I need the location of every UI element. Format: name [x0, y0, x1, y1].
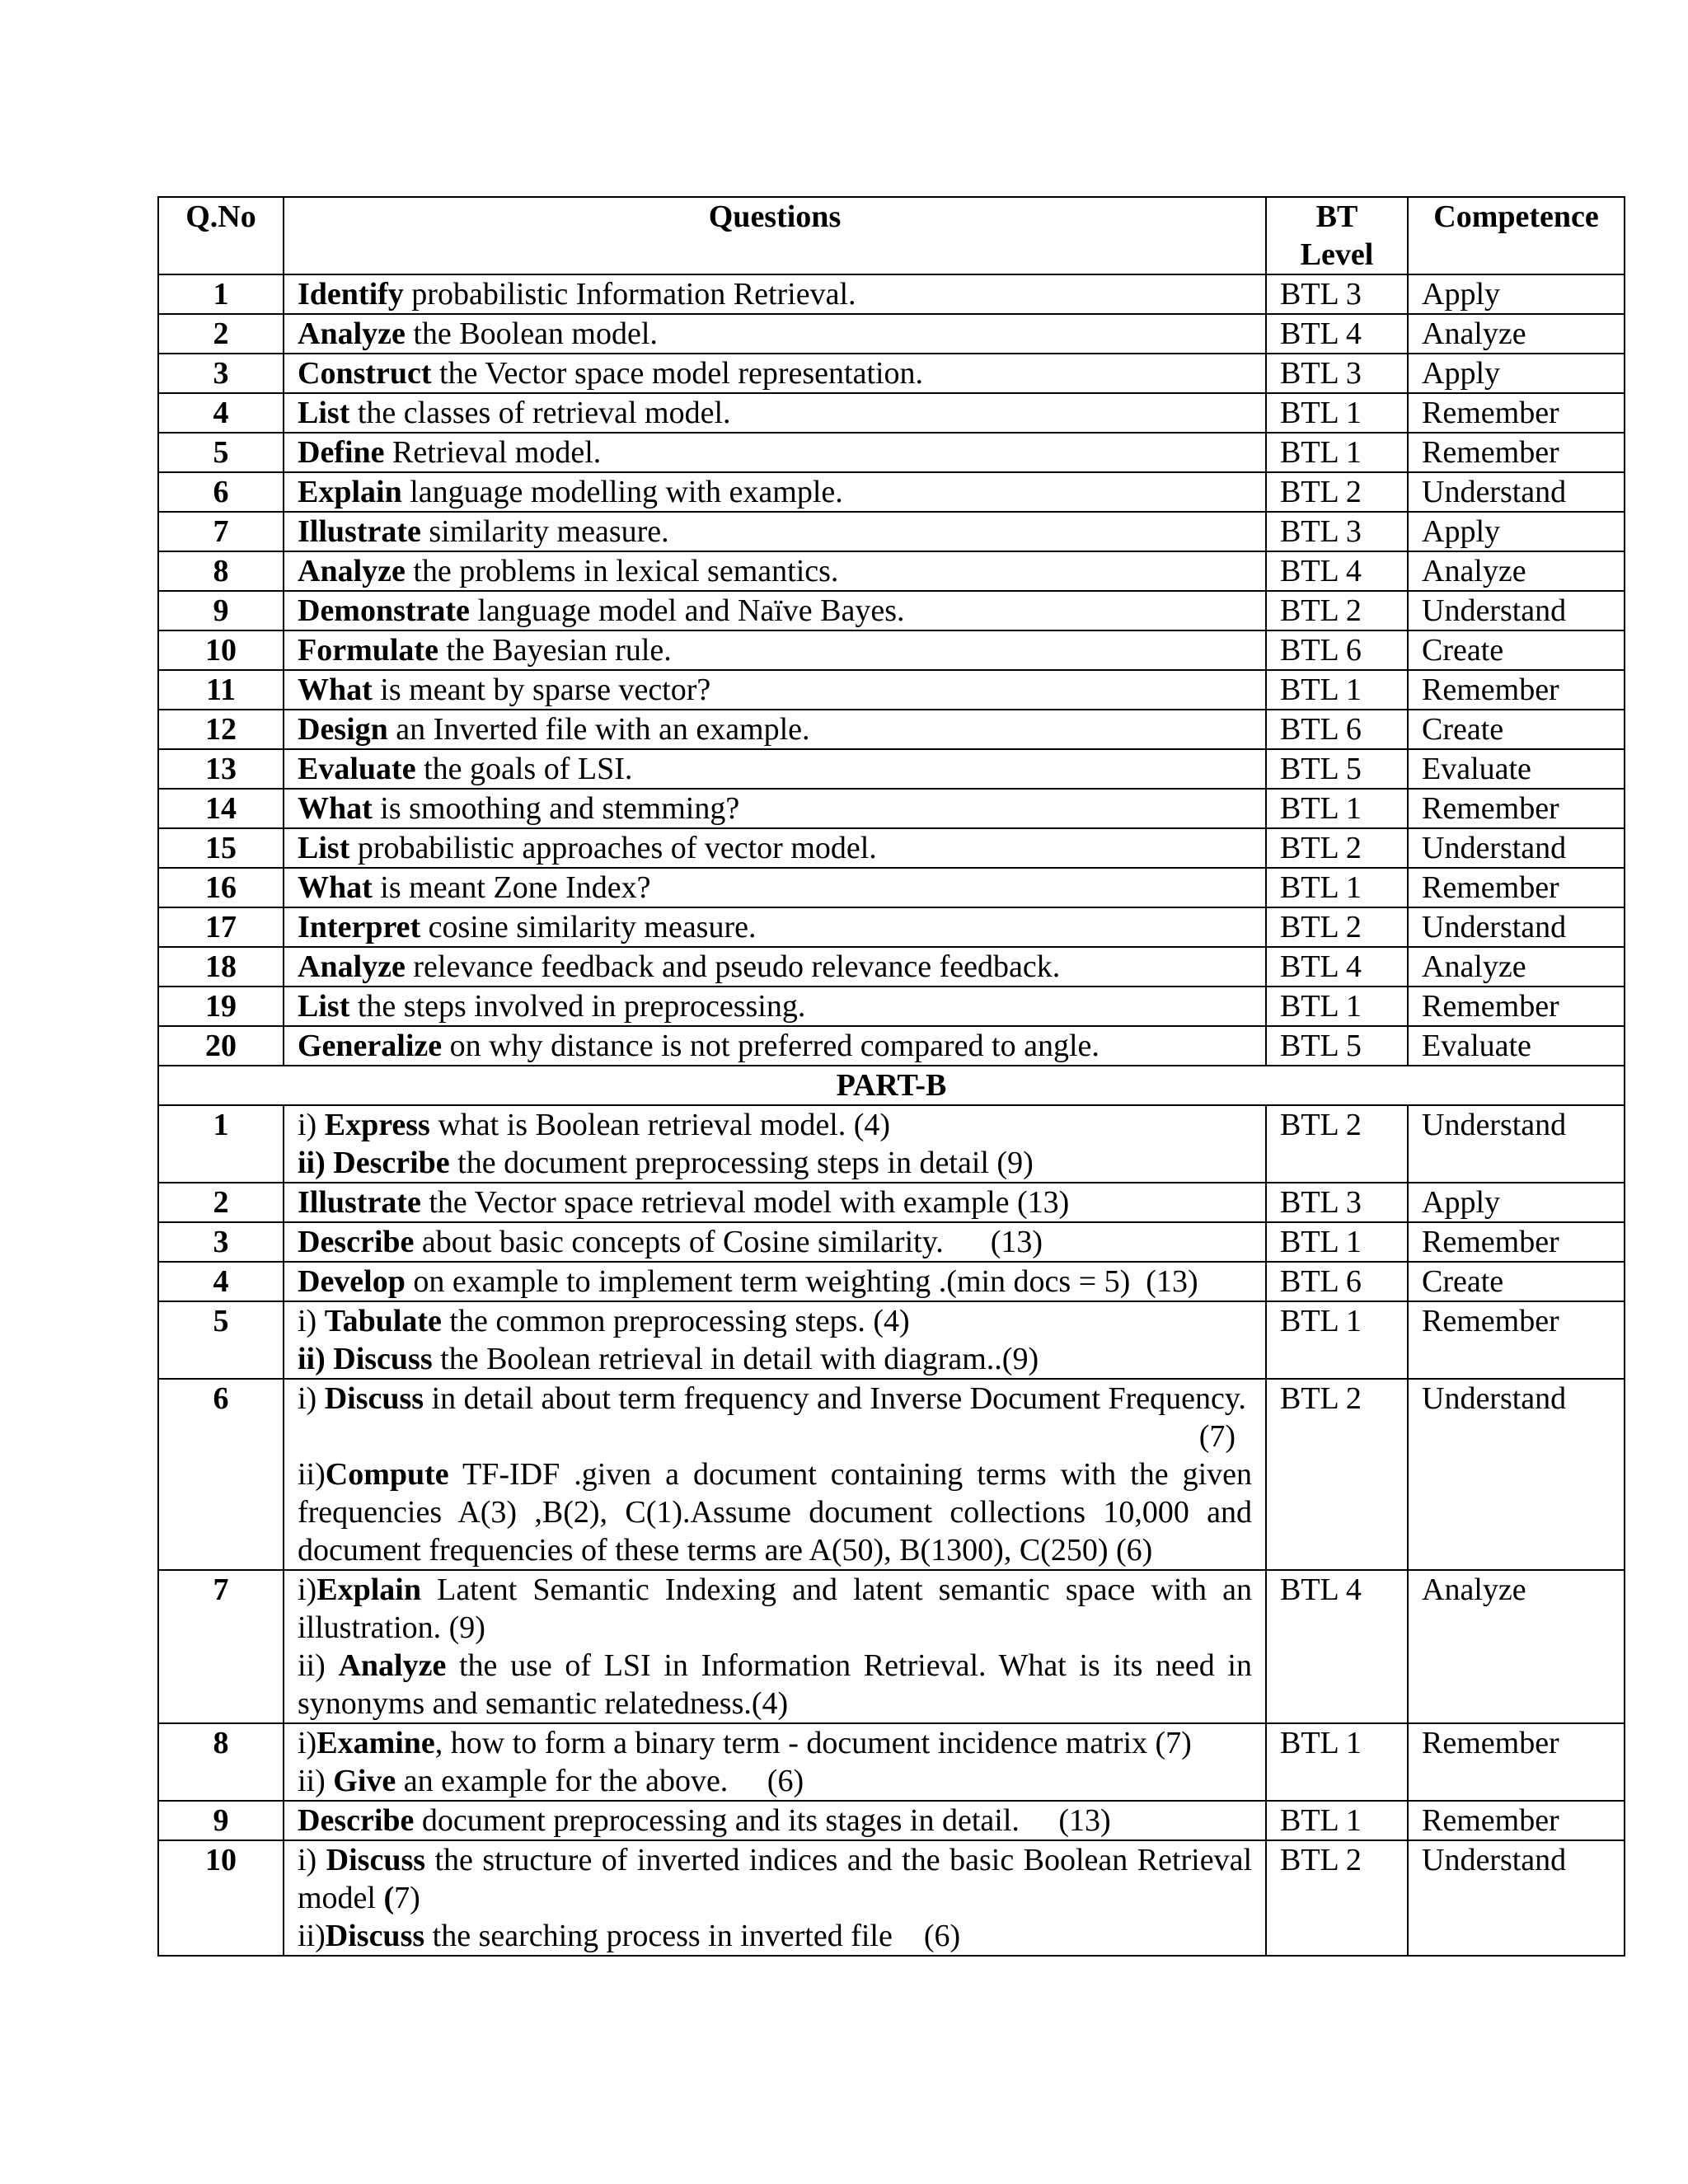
competence: Understand: [1408, 1840, 1625, 1956]
question-text: [284, 433, 1266, 472]
action-verb: Analyze: [298, 316, 406, 351]
question-text: [284, 354, 1266, 393]
question-body: the Vector space model representation.: [431, 356, 924, 391]
question-number: 4: [158, 393, 284, 433]
action-verb: Identify: [298, 277, 404, 312]
question-number: 18: [158, 947, 284, 987]
action-verb: Interpret: [298, 910, 421, 944]
question-number: 1: [158, 1105, 284, 1183]
competence: Remember: [1408, 393, 1625, 433]
competence: Analyze: [1408, 1570, 1625, 1723]
question-number: 17: [158, 907, 284, 947]
question-text: [284, 591, 1266, 630]
competence: Understand: [1408, 828, 1625, 868]
bt-level: BTL 2: [1266, 591, 1408, 630]
question-text: [284, 789, 1266, 828]
question-text: [284, 947, 1266, 987]
question-body: language modelling with example.: [401, 475, 843, 509]
bt-level: BTL 1: [1266, 868, 1408, 907]
bt-level: BTL 1: [1266, 789, 1408, 828]
question-bank-table: [157, 196, 1625, 1957]
competence: Create: [1408, 710, 1625, 749]
table-row: [158, 868, 1625, 907]
competence: Understand: [1408, 1379, 1625, 1570]
bt-level: BTL 6: [1266, 710, 1408, 749]
question-body: is meant by sparse vector?: [372, 673, 711, 707]
competence: Apply: [1408, 274, 1625, 314]
action-verb: Formulate: [298, 633, 438, 668]
competence: Understand: [1408, 472, 1625, 512]
action-verb: Illustrate: [298, 514, 421, 549]
table-row: [158, 987, 1625, 1026]
question-number: 19: [158, 987, 284, 1026]
bt-level: BTL 3: [1266, 1183, 1408, 1222]
action-verb: What: [298, 791, 373, 826]
bt-level: BTL 4: [1266, 551, 1408, 591]
part-a-rows: [158, 274, 1625, 1066]
table-row: [158, 1801, 1625, 1840]
competence: Evaluate: [1408, 1026, 1625, 1066]
question-number: 3: [158, 354, 284, 393]
table-row: [158, 1723, 1625, 1801]
table-row: [158, 1183, 1625, 1222]
competence: Remember: [1408, 987, 1625, 1026]
table-row: [158, 1105, 1625, 1183]
competence: Remember: [1408, 1723, 1625, 1801]
question-text: [284, 1026, 1266, 1066]
question-text: i) Tabulate the common preprocessing steps. (4) ii) Discuss the Boolean retrieval in detail with diagram..(9): [284, 1301, 1266, 1379]
action-verb: What: [298, 673, 373, 707]
question-number: 10: [158, 630, 284, 670]
table-row: [158, 433, 1625, 472]
header-qno: Q.No: [158, 197, 284, 274]
question-body: the Bayesian rule.: [438, 633, 672, 668]
question-text: [284, 472, 1266, 512]
question-text: [284, 907, 1266, 947]
question-body: relevance feedback and pseudo relevance feedback.: [405, 949, 1061, 984]
question-text: [284, 393, 1266, 433]
bt-level: BTL 1: [1266, 393, 1408, 433]
table-row: [158, 1262, 1625, 1301]
action-verb: Explain: [298, 475, 402, 509]
question-number: 10: [158, 1840, 284, 1956]
competence: Analyze: [1408, 314, 1625, 354]
question-text: Describe about basic concepts of Cosine similarity. (13): [284, 1222, 1266, 1262]
competence: Remember: [1408, 1301, 1625, 1379]
table-row: [158, 1301, 1625, 1379]
bt-level: BTL 1: [1266, 433, 1408, 472]
competence: Analyze: [1408, 551, 1625, 591]
competence: Remember: [1408, 433, 1625, 472]
bt-level: BTL 3: [1266, 274, 1408, 314]
competence: Understand: [1408, 591, 1625, 630]
question-number: 6: [158, 1379, 284, 1570]
bt-level: BTL 6: [1266, 1262, 1408, 1301]
question-text: Illustrate the Vector space retrieval model with example (13): [284, 1183, 1266, 1222]
table-row: [158, 828, 1625, 868]
action-verb: Analyze: [298, 949, 406, 984]
question-text: i) Discuss the structure of inverted indices and the basic Boolean Retrieval model (7) ii)Discuss the searching process in inverted file (6): [284, 1840, 1266, 1956]
table-row: [158, 551, 1625, 591]
table-row: [158, 472, 1625, 512]
action-verb: Analyze: [298, 554, 406, 588]
competence: Understand: [1408, 907, 1625, 947]
question-text: Describe document preprocessing and its stages in detail. (13): [284, 1801, 1266, 1840]
question-number: 5: [158, 433, 284, 472]
question-text: [284, 314, 1266, 354]
competence: Remember: [1408, 868, 1625, 907]
question-number: 2: [158, 314, 284, 354]
bt-level: BTL 1: [1266, 1801, 1408, 1840]
question-text: i)Examine, how to form a binary term - document incidence matrix (7) ii) Give an example for the above. (6): [284, 1723, 1266, 1801]
header-questions: Questions: [284, 197, 1266, 274]
question-body: the classes of retrieval model.: [349, 396, 731, 430]
table-row: [158, 1379, 1625, 1570]
question-body: is smoothing and stemming?: [372, 791, 740, 826]
question-text: [284, 828, 1266, 868]
bt-level: BTL 2: [1266, 1379, 1408, 1570]
part-b-rows: [158, 1066, 1625, 1956]
competence: Apply: [1408, 512, 1625, 551]
table-row: [158, 947, 1625, 987]
table-row: [158, 670, 1625, 710]
bt-level: BTL 3: [1266, 354, 1408, 393]
action-verb: Define: [298, 435, 385, 470]
table-row: [158, 1026, 1625, 1066]
bt-level: BTL 4: [1266, 1570, 1408, 1723]
competence: Remember: [1408, 1801, 1625, 1840]
bt-level: BTL 4: [1266, 947, 1408, 987]
bt-level: BTL 2: [1266, 1105, 1408, 1183]
question-text: [284, 630, 1266, 670]
bt-level: BTL 1: [1266, 1723, 1408, 1801]
question-text: [284, 670, 1266, 710]
action-verb: Evaluate: [298, 752, 416, 786]
question-body: cosine similarity measure.: [420, 910, 757, 944]
bt-level: BTL 1: [1266, 670, 1408, 710]
question-number: 20: [158, 1026, 284, 1066]
question-number: 14: [158, 789, 284, 828]
question-number: 11: [158, 670, 284, 710]
bt-level: BTL 2: [1266, 828, 1408, 868]
question-number: 15: [158, 828, 284, 868]
question-number: 6: [158, 472, 284, 512]
question-text: [284, 987, 1266, 1026]
bt-level: BTL 1: [1266, 1301, 1408, 1379]
action-verb: Demonstrate: [298, 593, 470, 628]
question-text: Develop on example to implement term weighting .(min docs = 5) (13): [284, 1262, 1266, 1301]
table-row: [158, 1840, 1625, 1956]
bt-level: BTL 3: [1266, 512, 1408, 551]
bt-level: BTL 6: [1266, 630, 1408, 670]
table-row: [158, 512, 1625, 551]
competence: Evaluate: [1408, 749, 1625, 789]
question-text: [284, 512, 1266, 551]
table-row: [158, 907, 1625, 947]
question-text: [284, 868, 1266, 907]
action-verb: Design: [298, 712, 388, 747]
header-bt-level: BT Level: [1266, 197, 1408, 274]
question-number: 8: [158, 551, 284, 591]
question-number: 4: [158, 1262, 284, 1301]
table-row: [158, 749, 1625, 789]
question-body: the problems in lexical semantics.: [405, 554, 839, 588]
question-text: i) Discuss in detail about term frequency and Inverse Document Frequency. (7) ii)Compute TF-IDF .given a document containing terms with the given frequencies A(3) ,B(2), C(1).Assume document collections 10,000 and document frequencies of these terms are A(50), B(1300), C(250) (6): [284, 1379, 1266, 1570]
question-number: 9: [158, 591, 284, 630]
table-row: [158, 393, 1625, 433]
action-verb: List: [298, 989, 350, 1024]
bt-level: BTL 1: [1266, 987, 1408, 1026]
bt-level: BTL 4: [1266, 314, 1408, 354]
table-row: [158, 789, 1625, 828]
table-row: [158, 314, 1625, 354]
question-number: 9: [158, 1801, 284, 1840]
question-text: [284, 749, 1266, 789]
question-body: language model and Naïve Bayes.: [469, 593, 905, 628]
question-text: [284, 710, 1266, 749]
question-body: probabilistic Information Retrieval.: [403, 277, 856, 312]
question-body: the steps involved in preprocessing.: [349, 989, 806, 1024]
bt-level: BTL 2: [1266, 472, 1408, 512]
table-row: [158, 710, 1625, 749]
bt-level: BTL 2: [1266, 907, 1408, 947]
table-row: [158, 1570, 1625, 1723]
action-verb: List: [298, 831, 350, 865]
competence: Remember: [1408, 789, 1625, 828]
question-body: Retrieval model.: [384, 435, 602, 470]
question-number: 8: [158, 1723, 284, 1801]
part-b-title: PART-B: [158, 1066, 1625, 1105]
competence: Remember: [1408, 670, 1625, 710]
question-body: probabilistic approaches of vector model.: [349, 831, 877, 865]
question-number: 3: [158, 1222, 284, 1262]
question-number: 12: [158, 710, 284, 749]
question-body: the goals of LSI.: [415, 752, 633, 786]
table-row: [158, 354, 1625, 393]
bt-level: BTL 2: [1266, 1840, 1408, 1956]
table-row: [158, 274, 1625, 314]
table-row: [158, 1222, 1625, 1262]
table-row: [158, 630, 1625, 670]
competence: Remember: [1408, 1222, 1625, 1262]
question-text: i) Express what is Boolean retrieval model. (4) ii) Describe the document preprocessing steps in detail (9): [284, 1105, 1266, 1183]
question-body: an Inverted file with an example.: [387, 712, 810, 747]
bt-level: BTL 5: [1266, 1026, 1408, 1066]
competence: Apply: [1408, 1183, 1625, 1222]
question-number: 13: [158, 749, 284, 789]
competence: Create: [1408, 1262, 1625, 1301]
competence: Apply: [1408, 354, 1625, 393]
question-number: 7: [158, 512, 284, 551]
question-number: 5: [158, 1301, 284, 1379]
question-number: 2: [158, 1183, 284, 1222]
action-verb: What: [298, 870, 373, 905]
question-number: 7: [158, 1570, 284, 1723]
question-body: the Boolean model.: [405, 316, 658, 351]
competence: Create: [1408, 630, 1625, 670]
action-verb: List: [298, 396, 350, 430]
table-row: [158, 591, 1625, 630]
question-body: is meant Zone Index?: [372, 870, 651, 905]
question-body: similarity measure.: [420, 514, 669, 549]
question-number: 16: [158, 868, 284, 907]
part-b-title-row: [158, 1066, 1625, 1105]
question-body: on why distance is not preferred compared to angle.: [442, 1029, 1100, 1063]
table-header-row: [158, 197, 1625, 274]
header-competence: Competence: [1408, 197, 1625, 274]
question-text: i)Explain Latent Semantic Indexing and latent semantic space with an illustration. (9) ii) Analyze the use of LSI in Information Retrieval. What is its need in synonyms and semantic relatedness.(4): [284, 1570, 1266, 1723]
bt-level: BTL 5: [1266, 749, 1408, 789]
question-text: [284, 274, 1266, 314]
action-verb: Construct: [298, 356, 432, 391]
question-number: 1: [158, 274, 284, 314]
question-text: [284, 551, 1266, 591]
action-verb: Generalize: [298, 1029, 443, 1063]
bt-level: BTL 1: [1266, 1222, 1408, 1262]
competence: Analyze: [1408, 947, 1625, 987]
competence: Understand: [1408, 1105, 1625, 1183]
